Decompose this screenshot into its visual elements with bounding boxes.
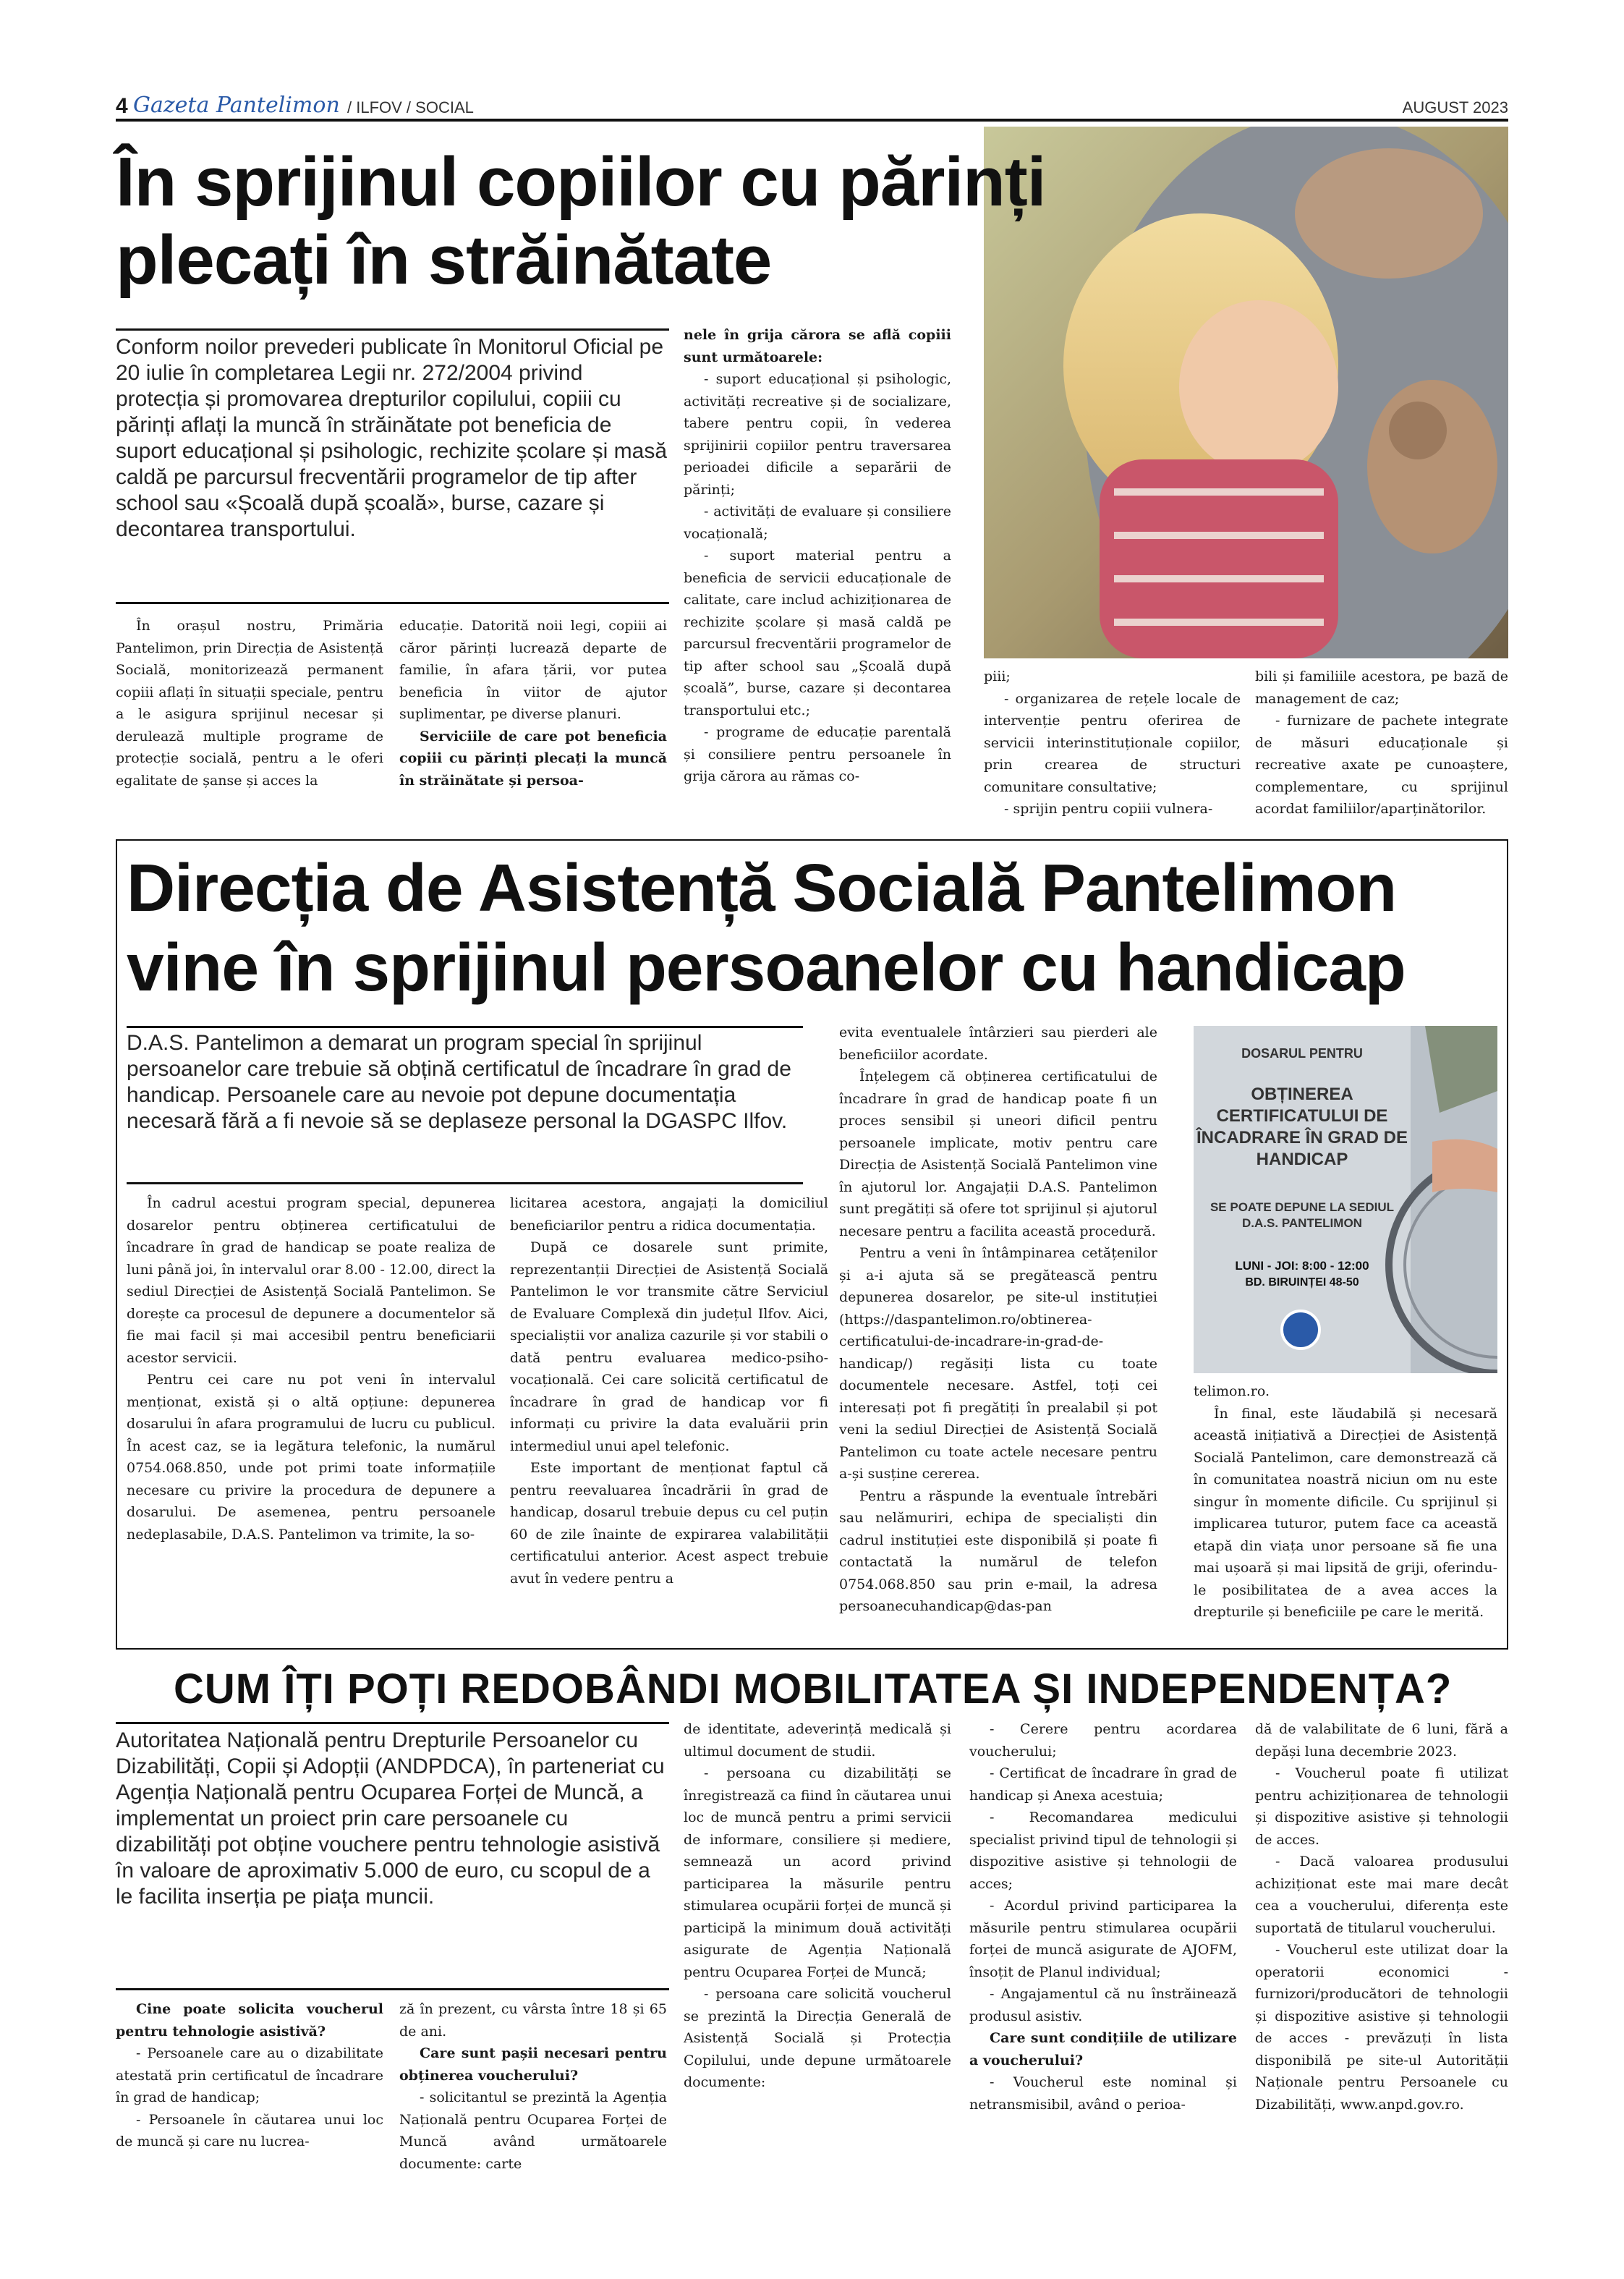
article2-paragraph: licitarea acestora, angajați la domiciliul beneficiarilor pentru a ridica documentația. bbox=[510, 1195, 828, 1234]
publication-logo: Gazeta Pantelimon bbox=[133, 93, 340, 118]
article3-subheading: Care sunt pașii necesari pentru obținerea voucherului? bbox=[399, 2045, 667, 2084]
article2-lead-rule-bottom bbox=[127, 1182, 803, 1184]
section-ilfov: ILFOV bbox=[356, 98, 402, 116]
article3-lead: Autoritatea Națională pentru Drepturile Persoanelor cu Dizabilități, Copii și Adopții (ANDPDCA), în parteneriat cu Agenția Națională pentru Ocuparea Forței de Muncă, a implementat un proiect prin care persoanele cu dizabilități pot obține vouchere pentru tehnologie asistivă în valoare de aproximativ 5.000 de euro, cu scopul de a le facilita inserția pe piața muncii. bbox=[116, 1728, 665, 1909]
handicap-poster bbox=[1194, 1026, 1497, 1373]
article3-col4 bbox=[969, 1718, 1237, 2259]
article2-col2 bbox=[510, 1192, 828, 1642]
article1-lead-rule-top bbox=[116, 328, 669, 331]
article3-lead-rule-bottom bbox=[116, 1988, 669, 1990]
article1-paragraph: - suport material pentru a beneficia de servicii educaționale de calitate, care includ achiziționarea de rechizite școlare și masă caldă pe parcursul frecventării programelor de tip after school sau „Școală după școală”, burse, cazare și decontarea transportului etc.; bbox=[684, 548, 951, 718]
issue-date: AUGUST 2023 bbox=[1402, 98, 1508, 116]
section-social: SOCIAL bbox=[415, 98, 474, 116]
article1-title bbox=[116, 143, 1201, 300]
article3-paragraph: dă de valabilitate de 6 luni, fără a depăși luna decembrie 2023. bbox=[1255, 1721, 1508, 1760]
article1-lead-rule-bottom bbox=[116, 602, 669, 604]
article3-paragraph: - Voucherul poate fi utilizat pentru achiziționarea de tehnologii și dispozitive asistive și tehnologii de acces. bbox=[1255, 1765, 1508, 1848]
article2-paragraph: Pentru a veni în întâmpinarea cetățenilor și a-i ajuta să se pregătească pentru depunerea dosarelor, pe site-ul instituției (https://daspantelimon.ro/obtinerea-certificatului-de-incadrare-in-grad-de-handicap/) regăsiți lista cu toate documentele necesare. Astfel, toți cei interesați pot fi pregătiți în prealabil și pot veni la sediul Direcției de Asistență Socială Pantelimon cu toate actele necesare pentru a-și susține cererea. bbox=[839, 1245, 1157, 1482]
article1-paragraph: - sprijin pentru copiii vulnera- bbox=[1004, 801, 1213, 817]
article1-lead: Conform noilor prevederi publicate în Monitorul Oficial pe 20 iulie în completarea Legii nr. 272/2004 privind protecția și promovarea drepturilor copilului, copiii cu părinți aflați la muncă în străinătate pot beneficia de suport educațional și psihologic, rechizite școlare și masă caldă pe parcursul frecventării programelor de tip after school sau «Școală după școală», burse, cazare și decontarea transportului. bbox=[116, 335, 668, 541]
article3-paragraph: - persoana care solicită voucherul se prezintă la Direcția Generală de Asistență Socială și Protecția Copilului, unde depune următoarele documente: bbox=[684, 1986, 951, 2090]
article1-col1 bbox=[116, 615, 383, 861]
article2-paragraph: Este important de menționat faptul că pentru reevaluarea încadrării în grad de handicap, dosarul trebuie depus cu cel puțin 60 de zile înainte de expirarea valabilității certificatului anterior. Acest aspect trebuie avut în vedere pentru a bbox=[510, 1460, 828, 1587]
poster-sub bbox=[1194, 1200, 1411, 1231]
article1-paragraph: În orașul nostru, Primăria Pantelimon, prin Direcția de Asistență Socială, monitorizează permanent copiii aflați în situații speciale, pentru a le asigura sprijinul necesar și derulează multiple programe de protecție socială, pentru a le oferi egalitate de șanse și acces la bbox=[116, 618, 383, 789]
article1-title-line2: plecați în străinătate bbox=[116, 221, 772, 299]
article3-paragraph: - Voucherul este nominal și netransmisibil, având o perioa- bbox=[969, 2074, 1237, 2113]
article1-paragraph: - furnizare de pachete integrate de măsuri educaționale și recreative axate pe cunoaștere, complementare, cu sprijinul acordat familiilor/aparținătorilor. bbox=[1255, 713, 1508, 817]
article3-title: CUM ÎȚI POȚI REDOBÂNDI MOBILITATEA ȘI INDEPENDENȚA? bbox=[174, 1665, 1453, 1713]
article1-paragraph: - suport educațional și psihologic, activități recreative și de socializare, tabere pentru copii, în vederea sprijinirii copiilor pentru traversarea perioadei dificile a separării de părinți; bbox=[684, 371, 951, 498]
article1-col2 bbox=[399, 615, 667, 861]
article3-col1 bbox=[116, 1998, 383, 2259]
poster-address: BD. BIRUINȚEI 48-50 bbox=[1245, 1276, 1359, 1289]
article1-col3 bbox=[684, 324, 951, 861]
article1-subheading: Serviciile de care pot beneficia copiii cu părinți plecați la muncă în străinătate și persoa- bbox=[399, 728, 667, 789]
article1-col5 bbox=[1255, 666, 1508, 861]
poster-heading-line: HANDICAP bbox=[1256, 1150, 1348, 1169]
article3-paragraph: - Certificat de încadrare în grad de handicap și Anexa acestuia; bbox=[969, 1765, 1237, 1804]
article3-paragraph: - solicitantul se prezintă la Agenția Națională pentru Ocuparea Forței de Muncă având următoarele documente: carte bbox=[399, 2089, 667, 2172]
article2-col3 bbox=[839, 1022, 1157, 1642]
article2-title-line2: vine în sprijinul persoanelor cu handicap bbox=[127, 930, 1406, 1005]
article2-lead-rule-top bbox=[127, 1026, 803, 1028]
article1-paragraph: - organizarea de rețele locale de intervenție pentru oferirea de servicii interinstituționale copiilor, prin crearea de structuri comunitare consultative; bbox=[984, 690, 1241, 795]
poster-hours: LUNI - JOI: 8:00 - 12:00 bbox=[1235, 1259, 1369, 1273]
poster-heading-line: CERTIFICATULUI DE bbox=[1216, 1106, 1388, 1126]
article3-paragraph: de identitate, adeverință medicală și ultimul document de studii. bbox=[684, 1721, 951, 1760]
header-rule bbox=[116, 119, 1508, 122]
article3-paragraph: - Persoanele în căutarea unui loc de muncă și care nu lucrea- bbox=[116, 2111, 383, 2149]
article1-paragraph: piii; bbox=[984, 669, 1011, 684]
article2-paragraph: În final, este lăudabilă și necesară această inițiativă a Direcției de Asistență Socială Pantelimon, care demonstrează că în comunitatea noastră niciun om nu este singur în momente dificile. Cu sprijinul și implicarea tuturor, putem face ca această etapă din viața unor persoane să fie una mai ușoară și mai lipsită de griji, oferindu-le posibilitatea de a avea acces la drepturile și beneficiile pe care le merită. bbox=[1194, 1405, 1497, 1620]
header-sections: / ILFOV / SOCIAL bbox=[347, 98, 474, 116]
page-number: 4 bbox=[116, 94, 128, 118]
article3-subheading: Cine poate solicita voucherul pentru tehnologie asistivă? bbox=[116, 2001, 383, 2040]
article2-paragraph: evita eventualele întârzieri sau pierderi ale beneficiilor acordate. bbox=[839, 1024, 1157, 1063]
article3-paragraph: - Dacă valoarea produsului achiziționat este mai mare decât cea a voucherului, diferența este suportată de titularul voucherului. bbox=[1255, 1854, 1508, 1936]
article1-col4 bbox=[984, 666, 1241, 861]
article3-subheading: Care sunt condițiile de utilizare a voucherului? bbox=[969, 2030, 1237, 2068]
article3-paragraph: - Persoanele care au o dizabilitate atestată prin certificatul de încadrare în grad de handicap; bbox=[116, 2045, 383, 2105]
poster-title: DOSARUL PENTRU bbox=[1241, 1046, 1363, 1061]
poster-heading bbox=[1194, 1084, 1411, 1171]
article1-paragraph: educație. Datorită noii legi, copiii ai căror părinți lucrează departe de familie, în afara țării, vor putea beneficia în viitor de ajutor suplimentar, pe diverse planuri. bbox=[399, 618, 667, 722]
das-emblem-icon bbox=[1280, 1310, 1321, 1350]
article2-paragraph: În cadrul acestui program special, depunerea dosarelor pentru obținerea certificatului de încadrare în grad de handicap se poate realiza de luni până joi, în intervalul orar 8.00 - 12.00, direct la sediul Direcției de Asistență Socială Pantelimon. Se dorește ca procesul de depunere a documentelor să fie mai facil și mai accesibil pentru beneficiarii acestor servicii. bbox=[127, 1195, 496, 1366]
poster-sub-line: D.A.S. PANTELIMON bbox=[1242, 1216, 1362, 1230]
article3-paragraph: - Voucherul este utilizat doar la operatorii economici - furnizori/producători de tehnologii și dispozitive asistive și tehnologii de acces - prevăzuți în lista disponibilă pe site-ul Autorității Naționale pentru Persoanele cu Dizabilități, www.anpd.gov.ro. bbox=[1255, 1942, 1508, 2113]
article3-col3 bbox=[684, 1718, 951, 2259]
article2-lead: D.A.S. Pantelimon a demarat un program special în sprijinul persoanelor care trebuie să obțină certificatul de încadrare în grad de handicap. Persoanele care au nevoie pot depune documentația necesară fără a fi nevoie să se deplaseze personal la DGASPC Ilfov. bbox=[127, 1031, 791, 1133]
article3-col5 bbox=[1255, 1718, 1508, 2259]
article3-paragraph: - Acordul privind participarea la măsurile pentru stimularea ocupării forței de muncă asigurate de AJOFM, însoțit de Planul individual; bbox=[969, 1898, 1237, 1980]
article1-paragraph: - activități de evaluare și consiliere vocațională; bbox=[684, 504, 951, 542]
article3-paragraph: - Angajamentul că nu înstrăinează produsul asistiv. bbox=[969, 1986, 1237, 2024]
article2-paragraph: Pentru cei care nu pot veni în intervalul menționat, există și o altă opțiune: depunerea dosarului în afara programului de lucru cu publicul. În acest caz, se ia legătura telefonic, la numărul 0754.068.850, unde pot primi toate informațiile necesare cu privire la procedura de depunere a dosarului. De asemenea, pentru persoanele nedeplasabile, D.A.S. Pantelimon va trimite, la so- bbox=[127, 1372, 496, 1542]
page-header bbox=[116, 94, 1508, 119]
poster-heading-line: OBȚINEREA bbox=[1251, 1085, 1353, 1104]
article2-title bbox=[127, 848, 1501, 1007]
article1-title-line1: În sprijinul copiilor cu părinți bbox=[116, 143, 1046, 221]
poster-heading-line: ÎNCADRARE ÎN GRAD DE bbox=[1196, 1128, 1408, 1147]
article1-subheading: nele în grija cărora se află copiii sunt următoarele: bbox=[684, 327, 951, 365]
article3-paragraph: - Cerere pentru acordarea voucherului; bbox=[969, 1721, 1237, 1760]
article2-paragraph: Înțelegem că obținerea certificatului de încadrare în grad de handicap poate fi un proces sensibil și uneori dificil pentru persoanele implicate, motiv pentru care Direcția de Asistență Socială Pantelimon vine în ajutorul lor. Angajații D.A.S. Pantelimon sunt pregătiți să ofere tot sprijinul și ajutorul necesare pentru a facilita această procedură. bbox=[839, 1069, 1157, 1239]
article2-col1 bbox=[127, 1192, 496, 1642]
article2-title-line1: Direcția de Asistență Socială Pantelimon bbox=[127, 850, 1397, 925]
article2-paragraph: După ce dosarele sunt primite, reprezentanții Direcției de Asistență Socială Pantelimon le vor transmite către Serviciul de Evaluare Complexă din județul Ilfov. Aici, specialiștii vor analiza cazurile și vor stabili o dată pentru evaluarea medico-psiho-vocațională. Cei care solicită certificatul de încadrare în grad de handicap vor fi informați cu privire la data evaluării prin intermediul unui apel telefonic. bbox=[510, 1239, 828, 1454]
article3-lead-rule-top bbox=[116, 1722, 669, 1724]
article3-paragraph: ză în prezent, cu vârsta între 18 și 65 de ani. bbox=[399, 2001, 667, 2040]
article1-paragraph: bili și familiile acestora, pe bază de management de caz; bbox=[1255, 669, 1508, 707]
poster-sub-line: SE POATE DEPUNE LA SEDIUL bbox=[1210, 1200, 1395, 1214]
article3-col2 bbox=[399, 1998, 667, 2259]
article3-paragraph: - persoana cu dizabilități se înregistrează ca fiind în căutarea unui loc de muncă pentru a primi servicii de informare, consiliere și mediere, semnează un acord privind participarea la măsurile pentru stimularea ocupării forței de muncă și participă la minimum două activități asigurate de Agenția Națională pentru Ocuparea Forței de Muncă; bbox=[684, 1765, 951, 1980]
article2-paragraph: Pentru a răspunde la eventuale întrebări sau nelămuriri, echipa de specialiști din cadrul instituției este disponibilă și poate fi contactată la numărul de telefon 0754.068.850 sau prin e-mail, la adresa persoanecuhandicap@das-pan bbox=[839, 1487, 1157, 1614]
article2-paragraph: telimon.ro. bbox=[1194, 1383, 1270, 1399]
article3-paragraph: - Recomandarea medicului specialist privind tipul de tehnologii și dispozitive asistive și tehnologii de acces; bbox=[969, 1809, 1237, 1892]
article1-paragraph: - programe de educație parentală și consiliere pentru persoanele în grija cărora au rămas co- bbox=[684, 724, 951, 784]
article2-col4 bbox=[1194, 1380, 1497, 1642]
